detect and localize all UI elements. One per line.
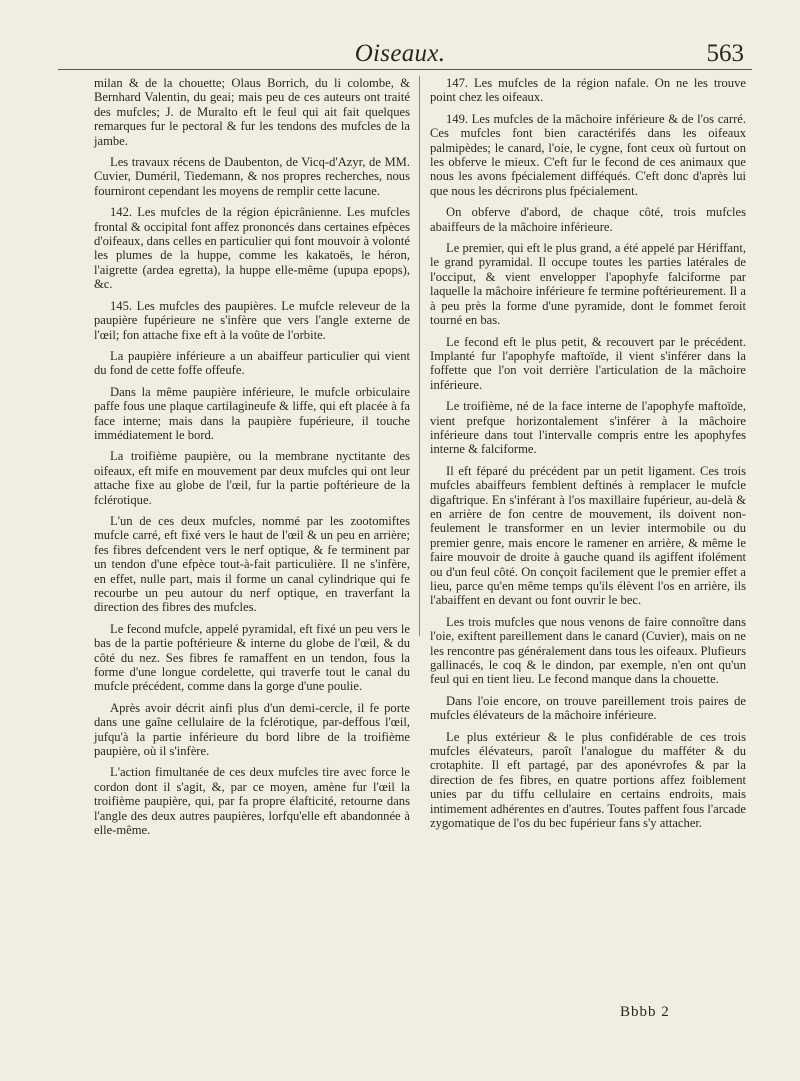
paragraph: 142. Les mufcles de la région épicrânienne. Les mufcles frontal & occipital font affez prononcés dans certaines efpèces d'oifeaux, dans celles en particulier qui font mouvoir à volonté les plumes de la huppe, comme les kakatoës, le héron, l'aigrette (ardea egretta), la huppe elle-même (upupa epops), &c. — [94, 205, 410, 292]
paragraph: Le fecond mufcle, appelé pyramidal, eft fixé un peu vers le bas de la partie poftérieure & interne du globe de l'œil, & du côté du nez. Ses fibres fe ramaffent en un tendon, fous la forme d'une longue cordelette, qui traverfe tout le canal du mufcle précédent, comme dans la gorge d'une poulie. — [94, 621, 410, 694]
running-header-title: Oiseaux. — [354, 40, 446, 67]
paragraph: Le plus extérieur & le plus confidérable de ces trois mufcles élévateurs, paroît l'analogue du mafféter & du crotaphite. Il eft partagé, par des aponévrofes & par la direction de fes fibres, en quatre portions affez foiblement unies par du tiffu cellulaire en certains endroits, mais intimement adhérentes en d'autres. Toutes paffent fous l'arcade zygomatique de l'os du bec fupérieur fans s'y attacher. — [430, 729, 746, 831]
paragraph: Les travaux récens de Daubenton, de Vicq-d'Azyr, de MM. Cuvier, Duméril, Tiedemann, & nos propres recherches, nous fourniront cependant les moyens de remplir cette lacune. — [94, 155, 410, 198]
paragraph: Dans la même paupière inférieure, le mufcle orbiculaire paffe fous une plaque cartilagineufe & liffe, qui eft placée à fa face interne; mais dans la paupière fupérieure, il touche immédiatement le bord. — [94, 384, 410, 442]
paragraph: La paupière inférieure a un abaiffeur particulier qui vient du fond de cette foffe offeufe. — [94, 348, 410, 378]
page-number: 563 — [706, 40, 744, 67]
paragraph: 145. Les mufcles des paupières. Le mufcle releveur de la paupière fupérieure ne s'infère que vers l'angle externe de l'œil; fon attache fixe eft à la voûte de l'orbite. — [94, 298, 410, 342]
paragraph: Les trois mufcles que nous venons de faire connoître dans l'oie, exiftent pareillement dans le canard (Cuvier), mais on ne les rencontre pas généralement dans tous les oifeaux. Plufieurs gallinacés, le coq & le dindon, par exemple, n'en ont qu'un feul qui en tient lieu. Le fecond manque dans la chouette. — [430, 614, 746, 687]
left-column — [94, 76, 410, 845]
paragraph: L'action fimultanée de ces deux mufcles tire avec force le cordon dont il s'agit, &, par ce moyen, amène fur l'œil la troifième paupière, qui, par fa propre élafticité, retourne dans l'angle des deux autres paupières, lorfqu'elle eft abandonnée à elle-même. — [94, 765, 410, 838]
paragraph: 149. Les mufcles de la mâchoire inférieure & de l'os carré. Ces mufcles font bien caractérifés dans les oifeaux palmipèdes; le canard, l'oie, le cygne, font ceux où furtout on les obferve le mieux. C'eft fur le fecond de ces animaux que nous les avons fpécialement difféqués. C'eft donc d'après lui que nous les décrirons plus fpécialement. — [430, 111, 746, 198]
paragraph: Dans l'oie encore, on trouve pareillement trois paires de mufcles élévateurs de la mâchoire inférieure. — [430, 693, 746, 723]
paragraph: Le fecond eft le plus petit, & recouvert par le précédent. Implanté fur l'apophyfe maftoïde, il vient s'inférer dans la foffette que l'on voit derrière l'articulation de la mâchoire inférieure. — [430, 334, 746, 392]
paragraph: Le troifième, né de la face interne de l'apophyfe maftoïde, vient prefque horizontalement s'inférer à la mâchoire inférieure dans tout l'intervalle compris entre les apophyfes interne & falciforme. — [430, 399, 746, 457]
printer-signature-mark: Bbbb 2 — [620, 1004, 670, 1020]
paragraph: Il eft féparé du précédent par un petit ligament. Ces trois mufcles abaiffeurs femblent deftinés à remplacer le mufcle digaftrique. En s'inférant à l'os maxillaire fupérieur, au-delà & en arrière de fon centre de mouvement, ils doivent non-feulement le transformer en un levier intermobile ou du premier genre, mais encore le ramener en arrière, & même le faire mouvoir de droite à gauche quand ils agiffent ifolément ou d'un feul côté. On conçoit facilement que le premier effet a lieu, parce qu'en même temps qu'ils élèvent l'os en arrière, ils l'abaiffent en devant ou font ouvrir le bec. — [430, 463, 746, 608]
header-rule — [58, 69, 752, 70]
paragraph: Après avoir décrit ainfi plus d'un demi-cercle, il fe porte dans une gaîne cellulaire de la fclérotique, par-deffous l'œil, jufqu'à la partie inférieure du bord libre de la troifième paupière, où il s'infère. — [94, 700, 410, 759]
paragraph: 147. Les mufcles de la région nafale. On ne les trouve point chez les oifeaux. — [430, 76, 746, 105]
paragraph: milan & de la chouette; Olaus Borrich, du li colombe, & Bernhard Valentin, du geai; mais peu de ces auteurs ont traité des mufcles; J. de Muralto eft le feul qui ait fait quelques remarques fur le pectoral & fur les tendons des mufcles de la jambe. — [94, 76, 410, 148]
column-divider — [419, 76, 420, 636]
paragraph: La troifième paupière, ou la membrane nyctitante des oifeaux, eft mife en mouvement par deux mufcles qui ont leur attache fixe au globe de l'œil, fur la partie poftérieure de la fclérotique. — [94, 449, 410, 507]
paragraph: On obferve d'abord, de chaque côté, trois mufcles abaiffeurs de la mâchoire inférieure. — [430, 205, 746, 234]
right-column — [430, 76, 746, 838]
paragraph: Le premier, qui eft le plus grand, a été appelé par Hériffant, le grand pyramidal. Il occupe toutes les parties latérales de l'occiput, & vient envelopper l'apophyfe falciforme par laquelle la mâchoire inférieure fe termine poftérieurement. Il a à peu près la forme d'une pyramide, dont le fommet feroit tourné en bas. — [430, 241, 746, 328]
paragraph: L'un de ces deux mufcles, nommé par les zootomiftes mufcle carré, eft fixé vers le haut de l'œil & un peu en arrière; fes fibres defcendent vers le nerf optique, & fe terminent par un tendon d'une efpèce tout-à-fait particulière. Il ne s'infère, en effet, nulle part, mais il forme un canal cylindrique qui fe recourbe un peu autour du nerf optique, en traverfant la direction des fibres des mufcles. — [94, 513, 410, 615]
